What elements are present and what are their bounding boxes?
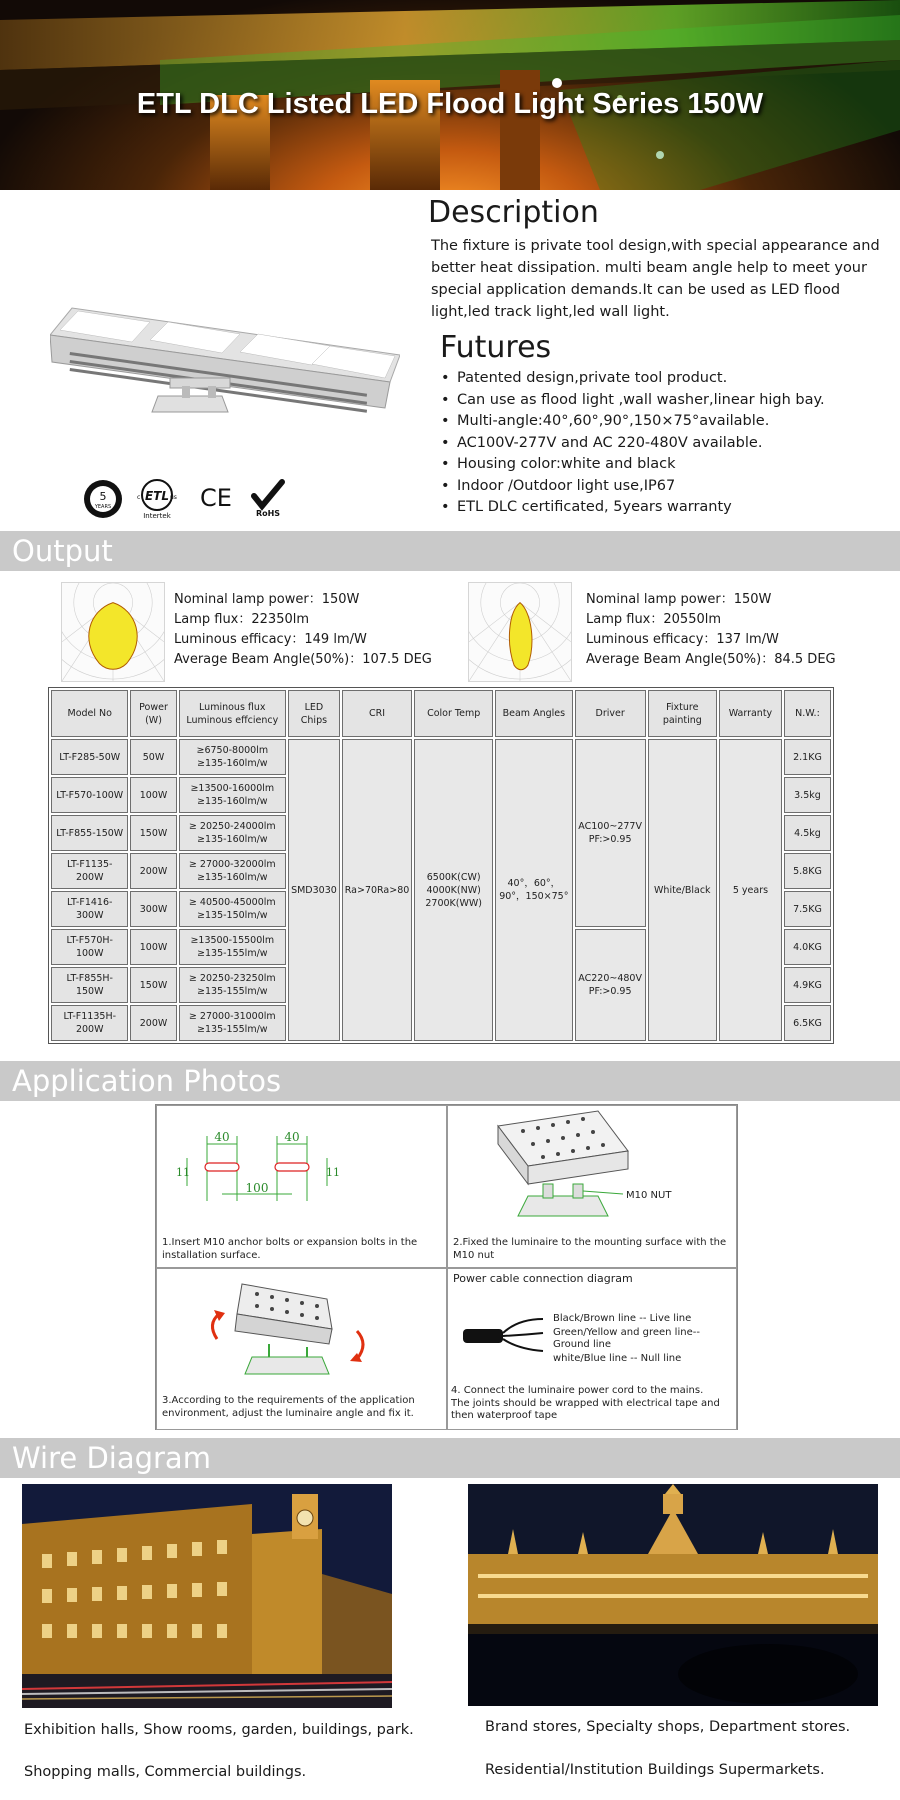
column-header: Beam Angles: [495, 690, 573, 737]
etl-listed-icon: [134, 478, 180, 518]
weight-cell: 3.5kg: [784, 777, 831, 813]
power-cell: 200W: [130, 853, 176, 889]
flux-cell: ≥ 27000-32000lm ≥135-160lm/w: [179, 853, 287, 889]
power-cell: 200W: [130, 1005, 176, 1041]
weight-cell: 4.0KG: [784, 929, 831, 965]
output-spec-line: Lamp flux：20550lm: [586, 612, 722, 627]
usage-text-left-2: Shopping malls, Commercial buildings.: [24, 1764, 307, 1780]
polar-light-distribution-chart-wide: [61, 582, 165, 682]
installation-step-4-caption: 4. Connect the luminaire power cord to the mains. The joints should be wrapped with electrical tape and then waterproof tape: [451, 1385, 720, 1421]
column-header: CRI: [342, 690, 413, 737]
column-header: Luminous flux Luminous effciency: [179, 690, 287, 737]
svg-text:11: 11: [326, 1166, 340, 1179]
weight-cell: 7.5KG: [784, 891, 831, 927]
svg-text:40: 40: [214, 1130, 230, 1144]
city-building-night-image: [22, 1484, 392, 1708]
weight-cell: 4.5kg: [784, 815, 831, 851]
power-cell: 150W: [130, 815, 176, 851]
output-spec-line: Average Beam Angle(50%)：84.5 DEG: [586, 652, 836, 667]
usage-text-left-1: Exhibition halls, Show rooms, garden, buildings, park.: [24, 1722, 414, 1738]
parliament-night-image: [468, 1484, 878, 1706]
flux-cell: ≥ 40500-45000lm ≥135-150lm/w: [179, 891, 287, 927]
futures-item: • Housing color:white and black: [441, 454, 891, 476]
svg-text:YEARS: YEARS: [94, 504, 112, 510]
banner: [0, 0, 900, 190]
svg-text:40: 40: [284, 1130, 300, 1144]
application-photos-section-bar: Application Photos: [0, 1061, 900, 1101]
installation-step-1: [156, 1105, 447, 1268]
column-header: Power (W): [130, 690, 176, 737]
flux-cell: ≥ 27000-31000lm ≥135-155lm/w: [179, 1005, 287, 1041]
flux-cell: ≥6750-8000lm ≥135-160lm/w: [179, 739, 287, 775]
output-spec-line: Average Beam Angle(50%)：107.5 DEG: [174, 652, 432, 667]
installation-step-2-caption: 2.Fixed the luminaire to the mounting surface with the M10 nut: [453, 1237, 727, 1261]
futures-item: • Indoor /Outdoor light use,IP67: [441, 476, 891, 498]
svg-text:us: us: [170, 494, 177, 501]
five-year-warranty-badge-icon: [82, 478, 124, 518]
futures-item: • ETL DLC certificated, 5years warranty: [441, 497, 891, 519]
model-cell: LT-F855H-150W: [51, 967, 128, 1003]
weight-cell: 2.1KG: [784, 739, 831, 775]
certification-logos: [82, 478, 302, 522]
wire-diagram-section-bar: Wire Diagram: [0, 1438, 900, 1478]
output-spec-line: Nominal lamp power：150W: [174, 592, 360, 607]
flux-cell: ≥ 20250-24000lm ≥135-160lm/w: [179, 815, 287, 851]
driver-cell-ac100-277v: AC100~277V PF:>0.95: [575, 739, 646, 927]
model-cell: LT-F285-50W: [51, 739, 128, 775]
column-header: N.W.:: [784, 690, 831, 737]
flux-cell: ≥13500-16000lm ≥135-160lm/w: [179, 777, 287, 813]
model-cell: LT-F1416-300W: [51, 891, 128, 927]
wire-null-label: white/Blue line -- Null line: [553, 1353, 682, 1364]
svg-text:11: 11: [176, 1166, 190, 1179]
table-row: [51, 739, 831, 775]
flood-light-product-image: [50, 300, 400, 420]
wire-live-label: Black/Brown line -- Live line: [553, 1313, 692, 1324]
installation-step-4: [447, 1268, 737, 1430]
page-title: ETL DLC Listed LED Flood Light Series 150W: [136, 88, 764, 120]
futures-item: • Can use as flood light ,wall washer,linear high bay.: [441, 390, 891, 412]
power-cell: 300W: [130, 891, 176, 927]
futures-list: [441, 368, 891, 519]
output-specs-right: [586, 590, 836, 670]
driver-cell-ac220-480v: AC220~480V PF:>0.95: [575, 929, 646, 1041]
svg-text:100: 100: [245, 1181, 269, 1195]
power-cell: 50W: [130, 739, 176, 775]
futures-item: • AC100V-277V and AC 220-480V available.: [441, 433, 891, 455]
hungarian-parliament-night-photo: [468, 1484, 878, 1706]
output-spec-line: Luminous efficacy：149 lm/W: [174, 632, 367, 647]
spec-table: [48, 687, 834, 1044]
output-spec-line: Luminous efficacy：137 lm/W: [586, 632, 779, 647]
svg-text:Intertek: Intertek: [143, 512, 171, 518]
column-header: Color Temp: [414, 690, 493, 737]
futures-heading: Futures: [440, 330, 552, 365]
column-header: Fixture painting: [648, 690, 717, 737]
model-cell: LT-F570H-100W: [51, 929, 128, 965]
power-cell: 150W: [130, 967, 176, 1003]
beam-angles-cell: 40°，60°， 90°，150×75°: [495, 739, 573, 1041]
installation-step-3: [156, 1268, 447, 1430]
svg-text:M10 NUT: M10 NUT: [626, 1190, 672, 1201]
installation-step-1-caption: 1.Insert M10 anchor bolts or expansion bolts in the installation surface.: [162, 1237, 418, 1261]
svg-text:CE: CE: [200, 484, 232, 512]
flux-cell: ≥ 20250-23250lm ≥135-155lm/w: [179, 967, 287, 1003]
model-cell: LT-F855-150W: [51, 815, 128, 851]
usage-text-right-1: Brand stores, Specialty shops, Department stores.: [485, 1719, 851, 1735]
table-header-row: [51, 690, 831, 737]
model-cell: LT-F570-100W: [51, 777, 128, 813]
description-heading: Description: [428, 195, 599, 230]
fixture-painting-cell: White/Black: [648, 739, 717, 1041]
installation-step-2: [447, 1105, 737, 1268]
output-specs-left: [174, 590, 432, 670]
svg-text:5: 5: [99, 490, 107, 503]
installation-step-3-caption: 3.According to the requirements of the application environment, adjust the luminaire angle and fix it.: [162, 1395, 415, 1419]
led-chips-cell: SMD3030: [288, 739, 340, 1041]
svg-text:ETL: ETL: [144, 489, 170, 503]
output-section-bar: Output: [0, 531, 900, 571]
column-header: Warranty: [719, 690, 782, 737]
wire-ground-label: Green/Yellow and green line--Ground line: [553, 1327, 700, 1350]
svg-text:c: c: [137, 494, 141, 501]
angle-adjustment-diagram: [157, 1269, 447, 1394]
installation-steps-grid: [155, 1104, 738, 1430]
description-text: The fixture is private tool design,with special appearance and better heat dissipation. multi beam angle help to meet your special application demands.It can be used as LED flood light,led track light,led wall light.: [431, 238, 880, 320]
color-temp-cell: 6500K(CW) 4000K(NW) 2700K(WW): [414, 739, 493, 1041]
futures-item: • Patented design,private tool product.: [441, 368, 891, 390]
power-cable-diagram-title: Power cable connection diagram: [453, 1272, 633, 1285]
futures-item: • Multi-angle:40°,60°,90°,150×75°available.: [441, 411, 891, 433]
luminaire-mounting-diagram: [448, 1106, 737, 1236]
power-cell: 100W: [130, 777, 176, 813]
usage-text-right-2: Residential/Institution Buildings Supermarkets.: [485, 1762, 825, 1778]
model-cell: LT-F1135H-200W: [51, 1005, 128, 1041]
rohs-check-icon: [248, 478, 288, 518]
weight-cell: 6.5KG: [784, 1005, 831, 1041]
model-cell: LT-F1135-200W: [51, 853, 128, 889]
output-spec-line: Nominal lamp power：150W: [586, 592, 772, 607]
flux-cell: ≥13500-15500lm ≥135-155lm/w: [179, 929, 287, 965]
ce-mark-icon: [196, 478, 236, 518]
polar-light-distribution-chart-narrow: [468, 582, 572, 682]
anchor-bolt-dimension-diagram: [157, 1106, 447, 1236]
weight-cell: 4.9KG: [784, 967, 831, 1003]
weight-cell: 5.8KG: [784, 853, 831, 889]
column-header: Model No: [51, 690, 128, 737]
svg-text:RoHS: RoHS: [255, 509, 281, 518]
output-spec-line: Lamp flux：22350lm: [174, 612, 310, 627]
cri-cell: Ra>70Ra>80: [342, 739, 413, 1041]
power-cell: 100W: [130, 929, 176, 965]
shanghai-bund-night-photo: [22, 1484, 392, 1708]
column-header: LED Chips: [288, 690, 340, 737]
column-header: Driver: [575, 690, 646, 737]
warranty-cell: 5 years: [719, 739, 782, 1041]
